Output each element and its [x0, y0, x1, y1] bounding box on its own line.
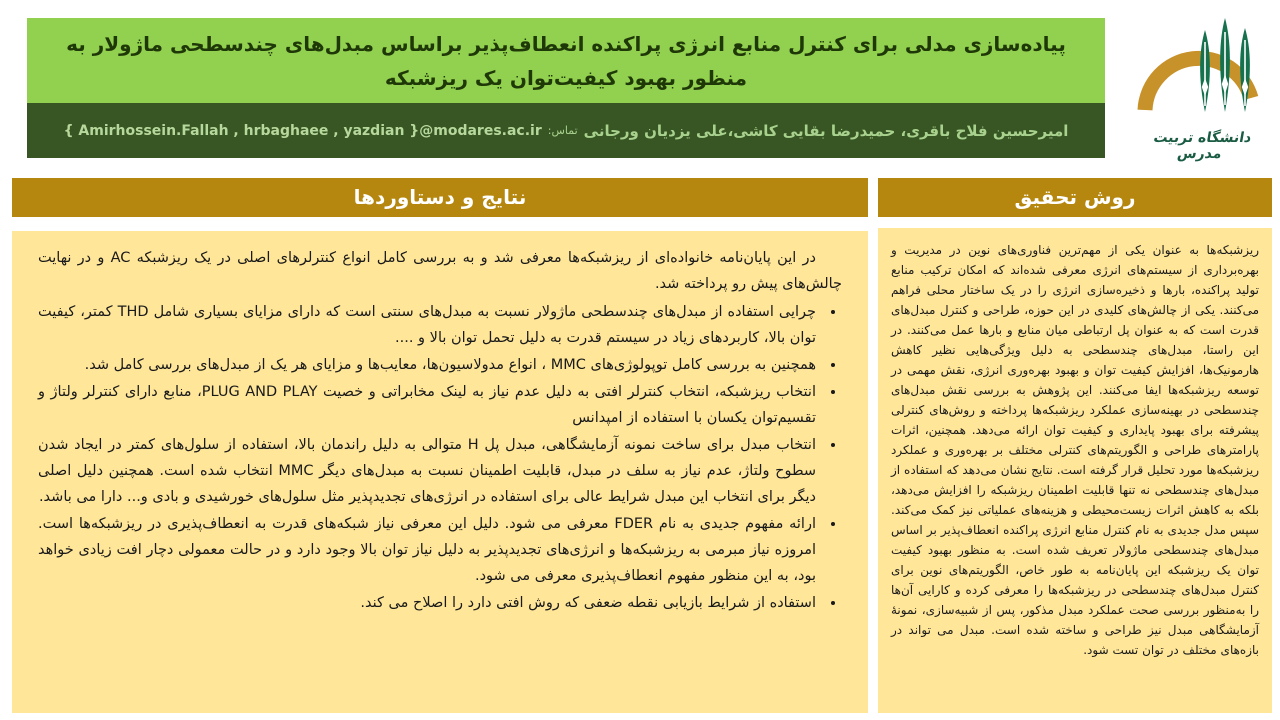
logo-caption: دانشگاه تربیت مدرس	[1152, 130, 1253, 162]
method-panel	[878, 178, 1272, 713]
bullet-item: • همچنین به بررسی کامل توپولوژی‌های MMC ، انواع مدولاسیون‌ها، معایب‌ها و مزایای هر یک از مبدل‌های بررسی کامل شد.	[38, 352, 820, 378]
results-body	[12, 231, 868, 713]
bullet-item: • ارائه مفهوم جدیدی به نام FDER معرفی می شود. دلیل این معرفی نیاز شبکه‌های قدرت به انعطاف‌پذیری در ریزشبکه‌ها است. امروزه نیاز مبرمی به ریزشبکه‌ها و انرژی‌های تجدیدپذیر به دلیل نیاز توان بالا وجود دارد و در حالت معمولی دچار افت زیادی خواهد بود، به این منظور مفهوم انعطاف‌پذیری معرفی می شود.	[38, 511, 820, 589]
results-intro: در این پایان‌نامه خانواده‌ای از ریزشبکه‌ها معرفی شد و به بررسی کامل انواع کنترلرهای اصلی در یک ریزشبکه AC و در نهایت چالش‌های پیش رو پرداخته شد.	[38, 250, 842, 292]
authors-bar	[27, 103, 1105, 158]
logo-arch-shape	[1145, 58, 1251, 110]
bullet-item: • انتخاب مبدل برای ساخت نمونه آزمایشگاهی، مبدل پل H متوالی به دلیل راندمان بالا، استفاده از سلول‌های کمتر در ایجاد شدن سطوح ولتاژ، عدم نیاز به سلف در مبدل، قابلیت اطمینان نسبت به مبدل‌های دیگر MMC انتخاب شده است. همچنین دلیل اصلی دیگر برای انتخاب این مبدل شرایط عالی برای استفاده در انرژی‌های تجدیدپذیر مثل سلول‌های خورشیدی و بادی و... دارا می باشد.	[38, 432, 820, 510]
university-logo-icon	[1135, 2, 1267, 130]
contact-email: { Amirhossein.Fallah , hrbaghaee , yazdian }@modares.ac.ir	[63, 122, 542, 139]
poster-header	[27, 18, 1105, 158]
university-logo	[1128, 2, 1274, 168]
results-panel	[12, 178, 868, 713]
bullet-item: • چرایی استفاده از مبدل‌های چندسطحی ماژولار نسبت به مبدل‌های سنتی است که دارای مزایای بسیاری شامل THD کمتر، کیفیت توان بالا، کاربردهای زیاد در سیستم قدرت به دلیل تحمل توان بالا و ....	[38, 299, 820, 351]
bullet-item: • انتخاب ریزشبکه، انتخاب کنترلر افتی به دلیل عدم نیاز به لینک مخابراتی و خصیت PLUG AND PLAY، منابع دارای کنترلر ولتاژ و تقسیم‌توان یکسان با استفاده از امپدانس	[38, 379, 820, 431]
method-body: ریزشبکه‌ها به عنوان یکی از مهم‌ترین فناوری‌های نوین در مدیریت و بهره‌برداری از سیستم‌های انرژی معرفی شده‌اند که امکان ترکیب منابع تولید پراکنده، بارها و ذخیره‌سازی انرژی را در یک ساختار محلی فراهم می‌کنند. یکی از چالش‌های کلیدی در این حوزه، طراحی و کنترل مبدل‌های قدرت است که به عنوان پل ارتباطی میان منابع و بارها عمل می‌کنند. در این راستا، مبدل‌های چندسطحی به دلیل ویژگی‌هایی نظیر کاهش هارمونیک‌ها، افزایش کیفیت توان و بهبود بهره‌وری انرژی، نقش مهمی در توسعه ریزشبکه‌ها ایفا می‌کنند. این پژوهش به بررسی نقش مبدل‌های چندسطحی در بهینه‌سازی عملکرد ریزشبکه‌ها پرداخته و روش‌های کنترلی پیشرفته برای بهبود پایداری و کیفیت توان ارائه می‌دهد. همچنین، اثرات پارامترهای طراحی و الگوریتم‌های کنترلی مختلف بر بهره‌وری و عملکرد ریزشبکه‌ها مورد تحلیل قرار گرفته است. نتایج نشان می‌دهد که استفاده از مبدل‌های چندسطحی نه تنها قابلیت اطمینان ریزشبکه را افزایش می‌دهد، بلکه به کاهش اثرات زیست‌محیطی و هزینه‌های عملیاتی نیز کمک می‌کند. سپس مدل جدیدی به نام کنترل منابع انرژی پراکنده انعطاف‌پذیر بر اساس مبدل‌های چندسطحی ماژولار تعریف شده است. به منظور بهبود کیفیت توان یک ریزشبکه این پایان‌نامه به طور خاص، الگوریتم‌های نوین برای کنترل مبدل‌های چندسطحی در ریزشبکه‌ها را معرفی کرده و کارایی آن‌ها را به‌منظور بررسی صحت عملکرد مبدل مذکور، پس از شبیه‌سازی، نمونهٔ آزمایشگاهی مبدل نیز طراحی و ساخته شده است. مبدل می تواند در بازه‌های مختلف در توان تست شود.	[878, 228, 1272, 713]
poster-title: پیاده‌سازی مدلی برای کنترل منابع انرژی پراکنده انعطاف‌پذیر براساس مبدل‌های چندسطحی ماژولار به منظور بهبود کیفیت‌توان یک ریزشبکه	[27, 18, 1105, 103]
bullet-item: • استفاده از شرایط بازیابی نقطه ضعفی که روش افتی دارد را اصلاح می کند.	[38, 590, 820, 616]
results-header: نتایج و دستاوردها	[12, 178, 868, 217]
author-names: امیرحسین فلاح باقری، حمیدرضا بقایی کاشی،علی یزدیان ورجانی	[583, 121, 1069, 140]
method-header: روش تحقیق	[878, 178, 1272, 217]
contact-label: تماس:	[547, 124, 578, 137]
results-bullet-list	[38, 299, 842, 616]
logo-trees-shape	[1200, 18, 1250, 112]
